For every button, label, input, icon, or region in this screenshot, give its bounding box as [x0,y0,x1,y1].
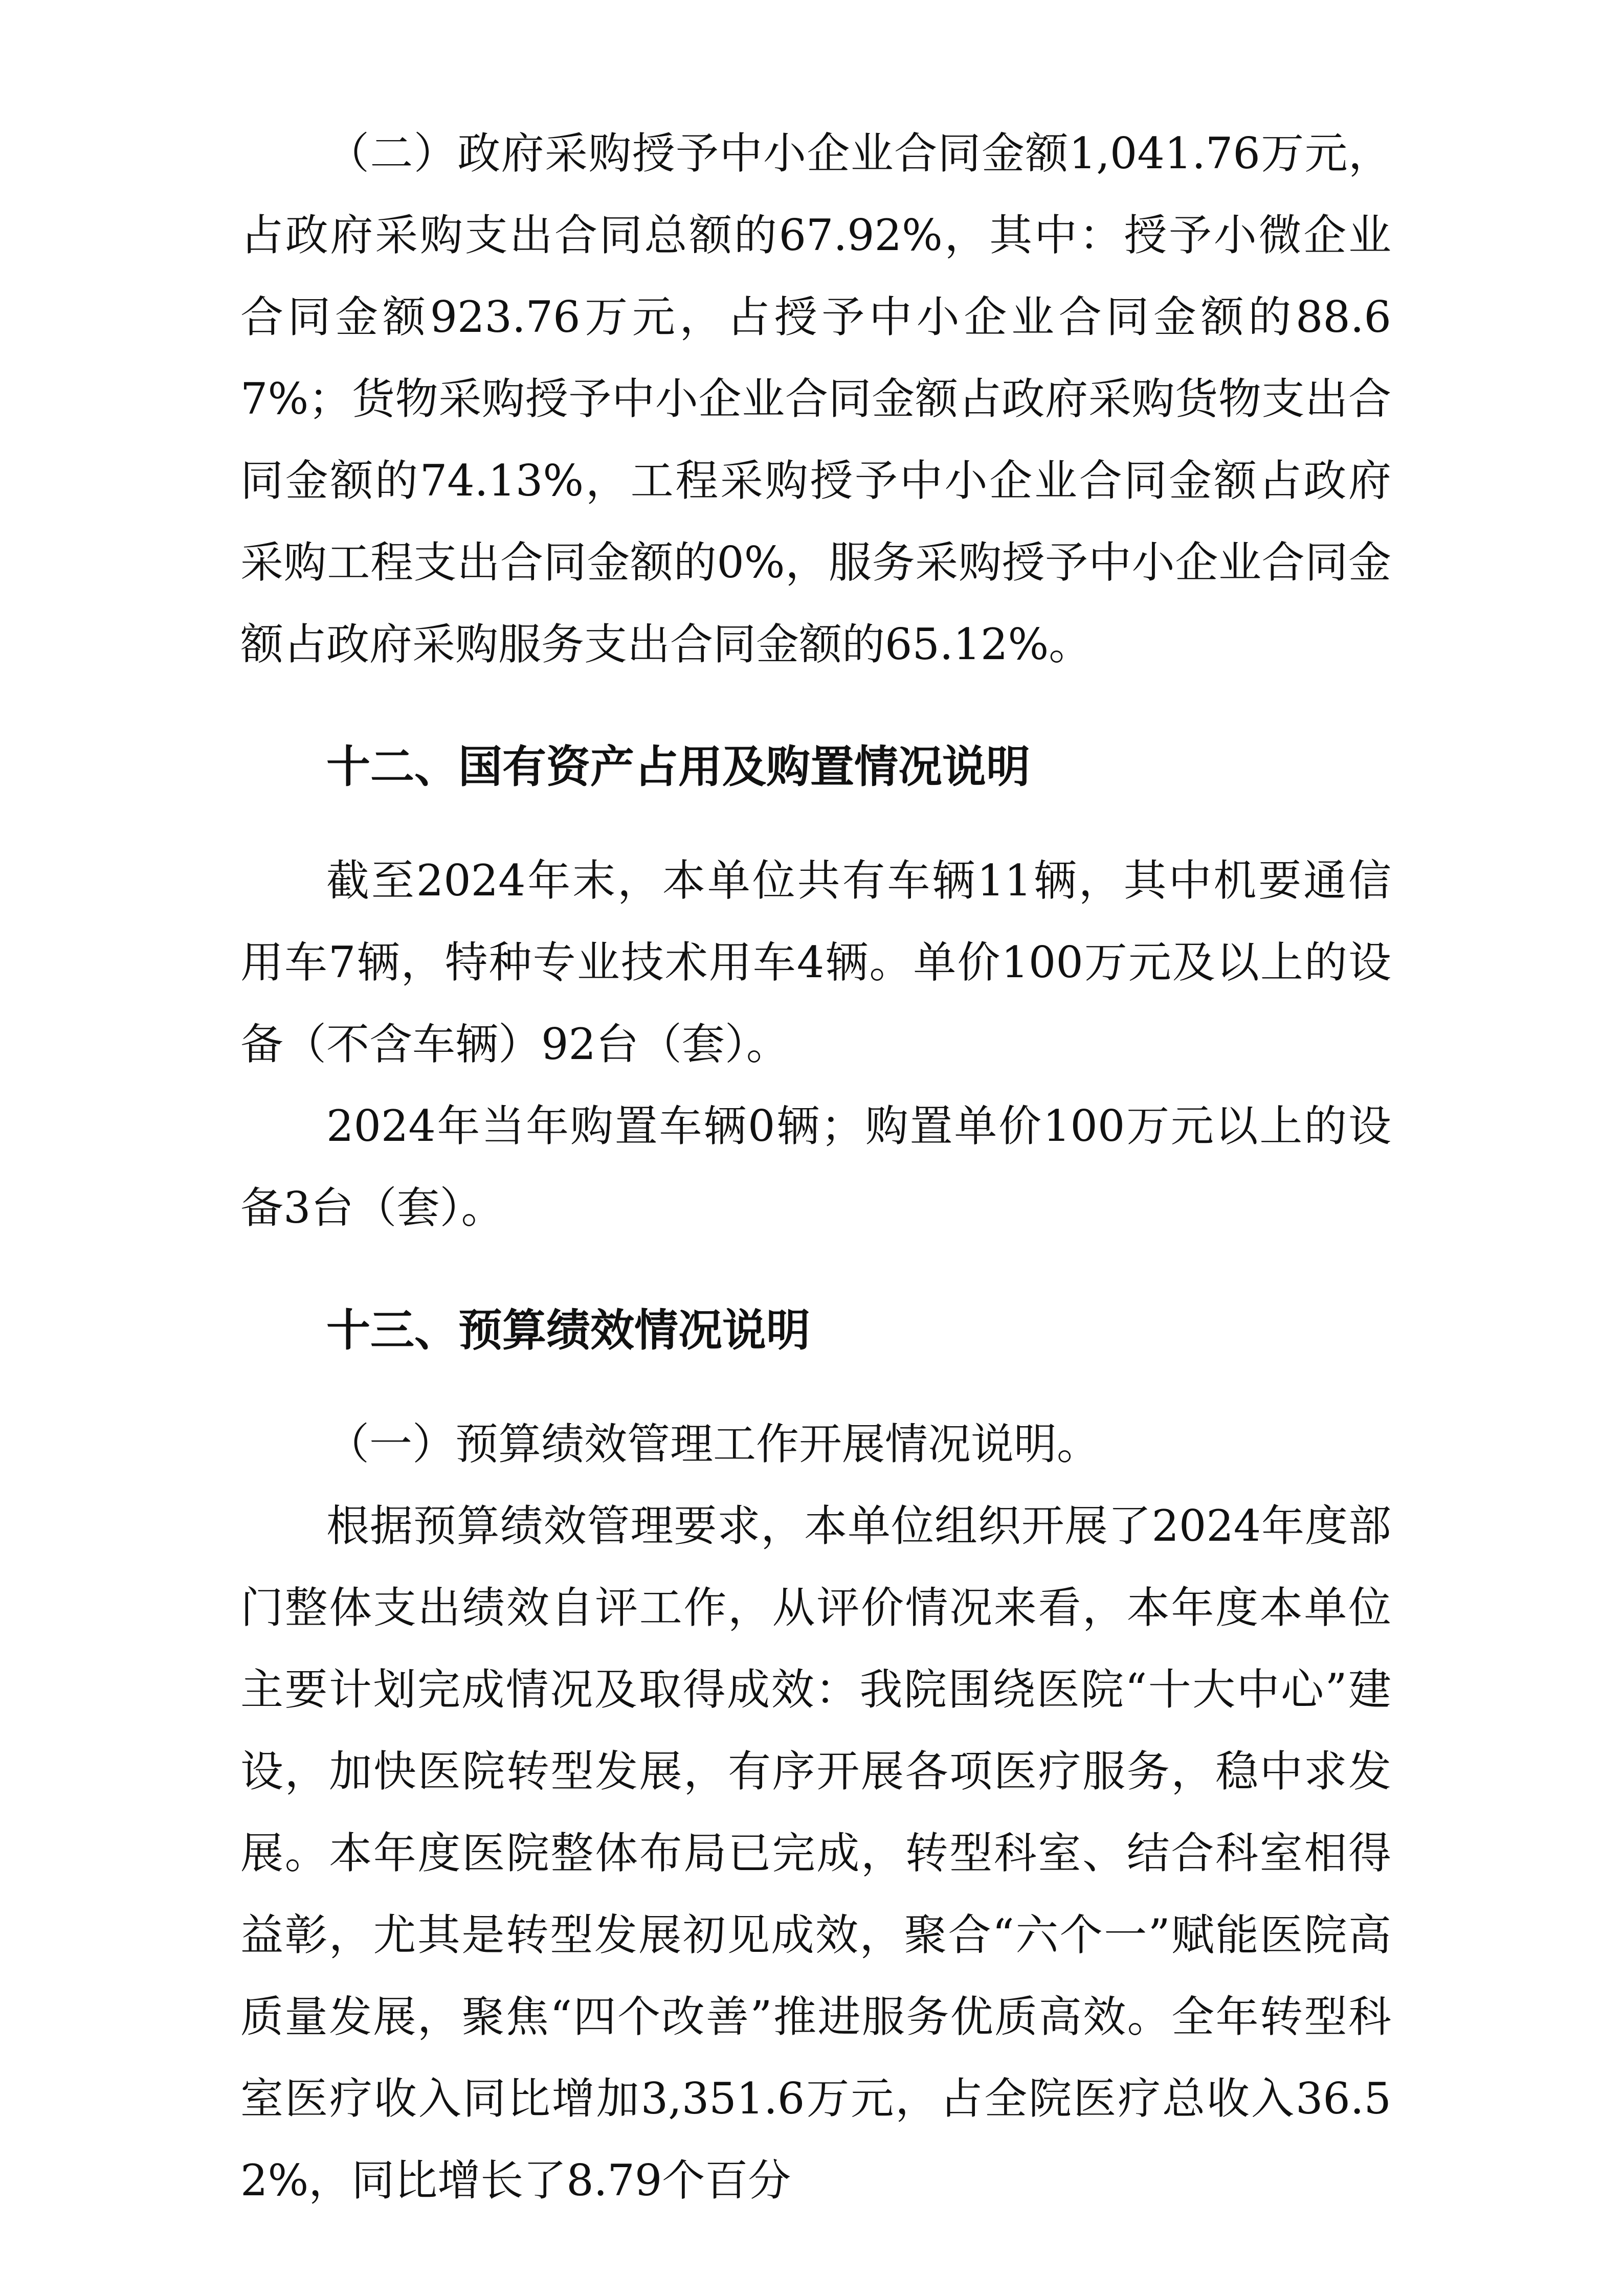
performance-paragraph: 根据预算绩效管理要求，本单位组织开展了2024年度部门整体支出绩效自评工作，从评价情况来看，本年度本单位主要计划完成情况及取得成效：我院围绕医院“十大中心”建设，加快医院转型发展，有序开展各项医疗服务，稳中求发展。本年度医院整体布局已完成，转型科室、结合科室相得益彰，尤其是转型发展初见成效，聚合“六个一”赋能医院高质量发展，聚焦“四个改善”推进服务优质高效。全年转型科室医疗收入同比增加3,351.6万元，占全院医疗总收入36.52%，同比增长了8.79个百分 [240,1501,1391,2205]
vehicles-equipment-paragraph: 截至2024年末，本单位共有车辆11辆，其中机要通信用车7辆，特种专业技术用车4辆。单价100万元及以上的设备（不含车辆）92台（套）。 [240,856,1391,1069]
spacer [240,808,1391,840]
performance-subheading: （一）预算绩效管理工作开展情况说明。 [326,1419,1100,1469]
spacer [240,685,1391,726]
section-12-heading: 十二、国有资产占用及购置情况说明 [326,741,1030,793]
spacer [240,1249,1391,1290]
purchases-2024-paragraph: 2024年当年购置车辆0辆；购置单价100万元以上的设备3台（套）。 [240,1101,1391,1233]
procurement-sme-paragraph: （二）政府采购授予中小企业合同金额1,041.76万元，占政府采购支出合同总额的67.92%，其中：授予小微企业合同金额923.76万元，占授予中小企业合同金额的88.67%；货物采购授予中小企业合同金额占政府采购货物支出合同金额的74.13%，工程采购授予中小企业合同金额占政府采购工程支出合同金额的0%，服务采购授予中小企业合同金额占政府采购服务支出合同金额的65.12%。 [240,128,1391,669]
spacer [240,1371,1391,1403]
document-body [240,112,1391,2221]
section-13-heading: 十三、预算绩效情况说明 [326,1305,810,1356]
